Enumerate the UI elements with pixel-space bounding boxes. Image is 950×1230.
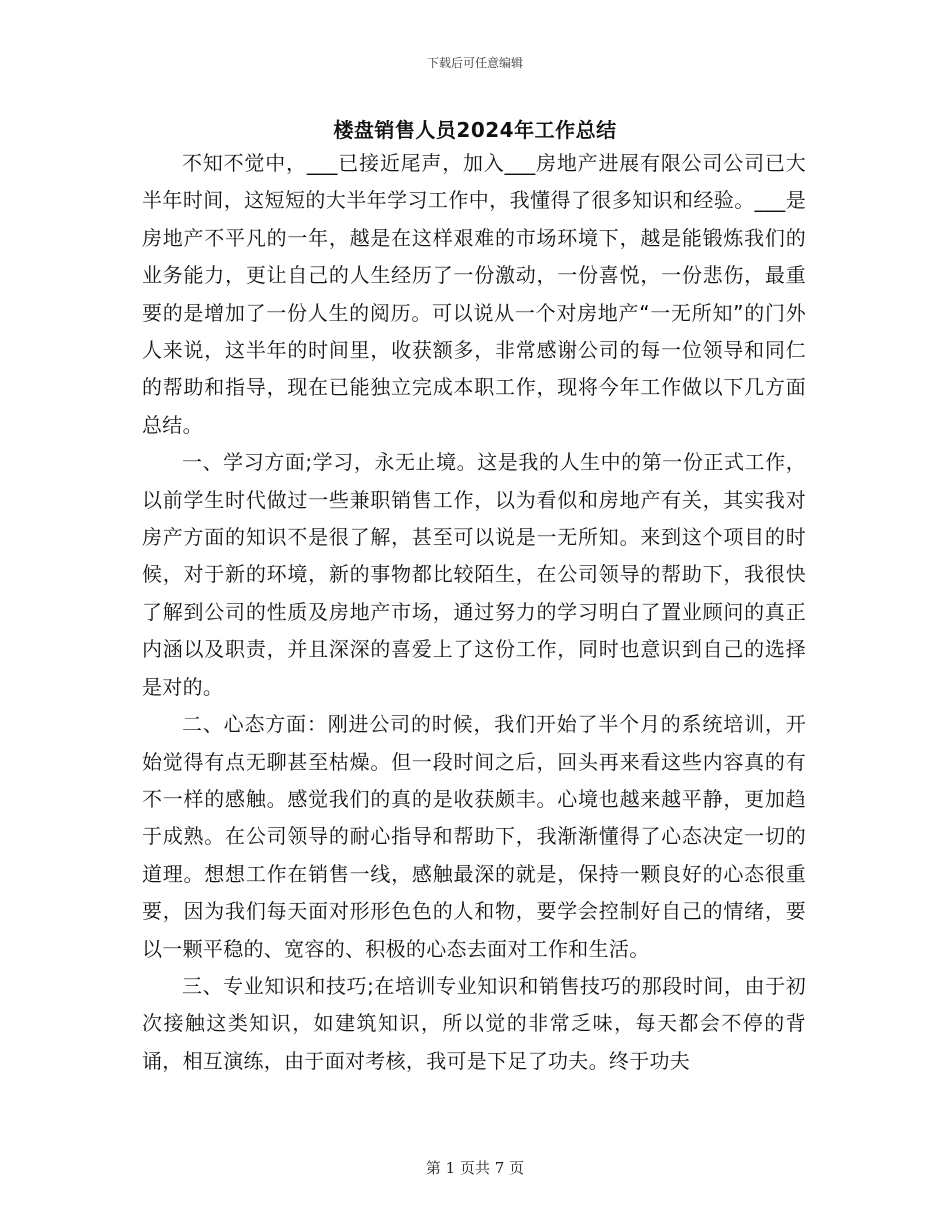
paragraph-skills: 三、专业知识和技巧;在培训专业知识和销售技巧的那段时间，由于初次接触这类知识，如建筑知识，所以觉的非常乏味，每天都会不停的背诵，相互演练，由于面对考核，我可是下足了功夫。终于功夫 bbox=[142, 973, 806, 1073]
document-body bbox=[142, 145, 806, 1080]
page-footer: 第 1 页共 7 页 bbox=[425, 1159, 525, 1177]
header-note: 下载后可任意编辑 bbox=[426, 56, 523, 70]
paragraph-intro: 不知不觉中，___已接近尾声，加入___房地产进展有限公司公司已大半年时间，这短短的大半年学习工作中，我懂得了很多知识和经验。___是房地产不平凡的一年，越是在这样艰难的市场环境下，越是能锻炼我们的业务能力，更让自己的人生经历了一份激动，一份喜悦，一份悲伤，最重要的是增加了一份人生的阅历。可以说从一个对房地产“一无所知”的门外人来说，这半年的时间里，收获额多，非常感谢公司的每一位领导和同仁的帮助和指导，现在已能独立完成本职工作，现将今年工作做以下几方面总结。 bbox=[142, 151, 806, 437]
paragraph-learning: 一、学习方面;学习，永无止境。这是我的人生中的第一份正式工作，以前学生时代做过一些兼职销售工作，以为看似和房地产有关，其实我对房产方面的知识不是很了解，甚至可以说是一无所知。来到这个项目的时候，对于新的环境，新的事物都比较陌生，在公司领导的帮助下，我很快了解到公司的性质及房地产市场，通过努力的学习明白了置业顾问的真正内涵以及职责，并且深深的喜爱上了这份工作，同时也意识到自己的选择是对的。 bbox=[142, 450, 806, 699]
paragraph-mindset: 二、心态方面：刚进公司的时候，我们开始了半个月的系统培训，开始觉得有点无聊甚至枯燥。但一段时间之后，回头再来看这些内容真的有不一样的感触。感觉我们的真的是收获颇丰。心境也越来越平静，更加趋于成熟。在公司领导的耐心指导和帮助下，我渐渐懂得了心态决定一切的道理。想想工作在销售一线，感触最深的就是，保持一颗良好的心态很重要，因为我们每天面对形形色色的人和物，要学会控制好自己的情绪，要以一颗平稳的、宽容的、积极的心态去面对工作和生活。 bbox=[142, 712, 806, 961]
document-title: 楼盘销售人员2024年工作总结 bbox=[333, 118, 617, 142]
